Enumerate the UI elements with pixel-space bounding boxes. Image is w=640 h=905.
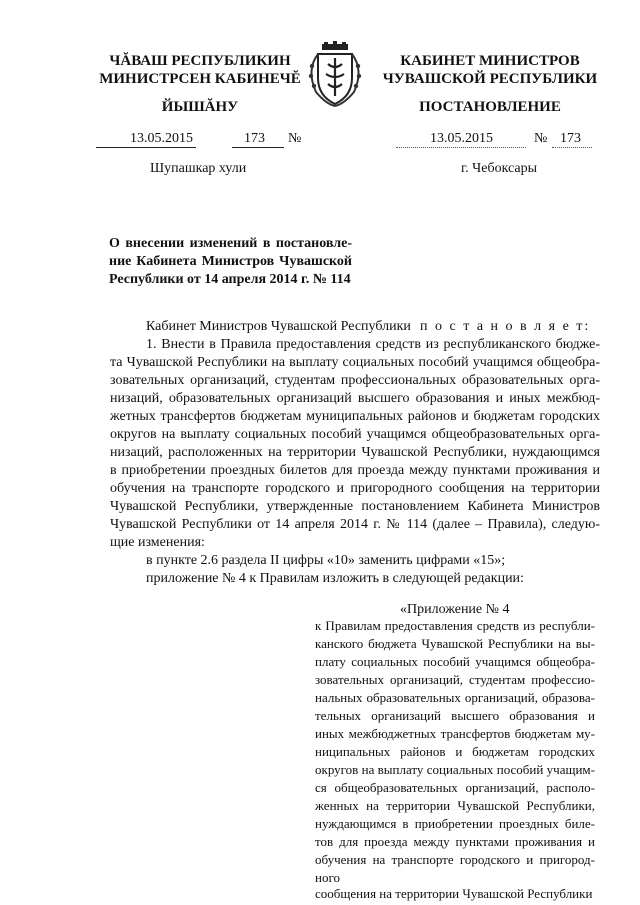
p1-line: округов на выплату социальных пособий учащимся общеобразовательных орга- — [110, 427, 600, 442]
appendix-line: иных межбюджетных трансфертов бюджетам му- — [315, 726, 595, 741]
left-date-underline — [96, 147, 196, 148]
coat-of-arms-emblem — [300, 40, 370, 110]
appendix-line: ного — [315, 870, 340, 885]
appendix-line: плату социальных пособий учащимся общеобра- — [315, 654, 595, 669]
appendix-line: нальных образовательных организаций, образова- — [315, 690, 595, 705]
header-right-line2: ЧУВАШСКОЙ РЕСПУБЛИКИ — [382, 71, 598, 87]
p1-line: обучения на транспорте городского и пригородного сообщения на территории — [110, 481, 600, 496]
p1-line: низаций, расположенных на территории Чувашской Республики, нуждающимся — [110, 445, 600, 460]
title-line1: О внесении изменений в постановле- — [109, 236, 352, 251]
appendix-line: тельных организаций высшего образования и — [315, 708, 595, 723]
appendix-title: «Приложение № 4 — [400, 602, 510, 617]
header-left-line1: ЧĂВАШ РЕСПУБЛИКИН — [109, 53, 291, 69]
title-line3: Республики от 14 апреля 2014 г. № 114 — [109, 272, 351, 287]
right-date: 13.05.2015 — [430, 131, 493, 146]
right-city: г. Чебоксары — [461, 161, 538, 176]
appendix-line: ся общеобразовательных организаций, располо- — [315, 780, 595, 795]
p1-line: зовательных организаций, студентам профессиональных образовательных орга- — [110, 373, 600, 388]
left-number-sign: № — [288, 131, 302, 146]
right-number-sign: № — [534, 131, 548, 146]
appendix-line: округов на выплату социальных пособий учащим- — [315, 762, 595, 777]
left-number: 173 — [244, 131, 265, 146]
header-right-line1: КАБИНЕТ МИНИСТРОВ — [400, 53, 580, 69]
appendix-line: женных на территории Чувашской Республики, — [315, 798, 595, 813]
change-item-1: в пункте 2.6 раздела II цифры «10» заменить цифрами «15»; — [146, 553, 506, 568]
appendix-line: сообщения на территории Чувашской Республики — [315, 886, 593, 901]
appendix-line: зовательных организаций, студентам профессио- — [315, 672, 595, 687]
p1-line: щие изменения: — [110, 535, 205, 550]
header-right-doc-type: ПОСТАНОВЛЕНИЕ — [419, 99, 561, 115]
header-left-doc-type: ЙЫШĂНУ — [161, 99, 239, 115]
appendix-line: канского бюджета Чувашской Республики на вы- — [315, 636, 595, 651]
title-line2: ние Кабинета Министров Чувашской — [109, 254, 352, 269]
appendix-line: обучения на транспорте городского и пригород- — [315, 852, 595, 867]
p1-line: та Чувашской Республики на выплату социальных пособий учащимся общеобра- — [110, 355, 600, 370]
appendix-line: к Правилам предоставления средств из республи- — [315, 618, 595, 633]
appendix-line: нуждающимся в приобретении проездных биле- — [315, 816, 595, 831]
p1-line: в приобретении проездных билетов для проезда между пунктами проживания и — [110, 463, 600, 478]
p1-line: Чувашской Республики, утвержденные постановлением Кабинета Министров — [110, 499, 600, 514]
right-number-underline — [552, 147, 592, 148]
appendix-line: ниципальных районов и бюджетам городских — [315, 744, 595, 759]
left-city: Шупашкар хули — [150, 161, 247, 176]
header-left-line2: МИНИСТРСЕН КАБИНЕЧĔ — [99, 71, 301, 87]
p1-line: 1. Внести в Правила предоставления средств из республиканского бюдже- — [146, 337, 600, 352]
right-number: 173 — [560, 131, 581, 146]
left-date: 13.05.2015 — [130, 131, 193, 146]
left-number-underline — [232, 147, 284, 148]
change-item-2: приложение № 4 к Правилам изложить в следующей редакции: — [146, 571, 524, 586]
appendix-line: тов для проезда между пунктами проживания и — [315, 834, 595, 849]
p1-line: жетных трансфертов бюджетам муниципальных районов и бюджетам городских — [110, 409, 600, 424]
intro-decree: п о с т а н о в л я е т: — [420, 319, 591, 334]
p1-line: низаций, образовательных организаций высшего образования и иных межбюд- — [110, 391, 600, 406]
p1-line: Чувашской Республики от 14 апреля 2014 г. № 114 (далее – Правила), следую- — [110, 517, 600, 532]
intro-text: Кабинет Министров Чувашской Республики — [146, 319, 411, 334]
right-date-underline — [396, 147, 526, 148]
